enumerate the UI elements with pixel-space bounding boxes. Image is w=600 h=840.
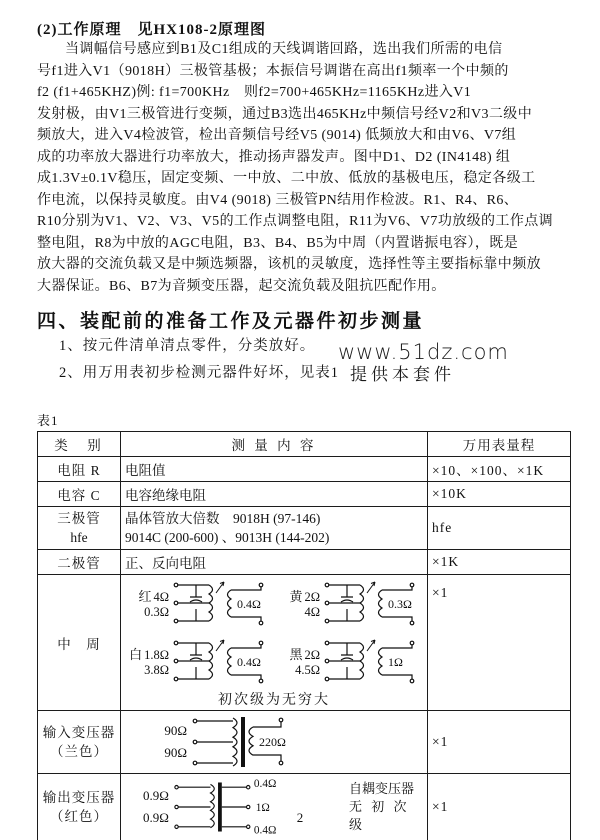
page-number: 2 bbox=[296, 810, 304, 825]
table-row bbox=[38, 482, 571, 507]
input-transformer-category-line2: （兰色） bbox=[50, 744, 108, 759]
header-content: 测 量 内 容 bbox=[121, 432, 428, 457]
input-transformer-schematic-icon bbox=[187, 713, 337, 771]
input-transformer-category bbox=[38, 711, 121, 774]
input-transformer-category-line1: 输入变压器 bbox=[42, 725, 116, 740]
if-transformer-range: ×1 bbox=[428, 575, 571, 711]
if-transformer-schematic-icon bbox=[169, 635, 273, 689]
capacitor-range: ×10K bbox=[428, 482, 571, 507]
principle-line: 当调幅信号感应到B1及C1组成的天线调谐回路，选出我们所需的电信 bbox=[65, 42, 503, 57]
header-category: 类 别 bbox=[38, 432, 121, 457]
principle-line: 发射极，由V1三极管进行变频，通过B3选出465KHz中频信号经V2和V3二级中 bbox=[37, 106, 533, 122]
principle-line: 大器保证。B6、B7为音频变压器，起交流负载及阻抗匹配作用。 bbox=[37, 278, 446, 294]
tap-resistance-top: 0.4Ω bbox=[253, 778, 277, 791]
diode-range: ×1K bbox=[428, 550, 571, 575]
tap-resistance-mid: 1Ω bbox=[255, 801, 270, 814]
secondary-resistance: 0.3Ω bbox=[388, 597, 412, 611]
if-diagram-red bbox=[125, 577, 276, 631]
resistor-range: ×10、×100、×1K bbox=[428, 457, 571, 482]
autotransformer-note-line1: 自耦变压器 bbox=[348, 781, 414, 796]
output-transformer-category bbox=[38, 774, 121, 840]
if-diagram-yellow bbox=[276, 577, 427, 631]
output-transformer-range: ×1 bbox=[428, 774, 571, 840]
primary-resistance-bottom: 0.9Ω bbox=[143, 810, 169, 825]
principle-line: 频放大，进入V4检波管，检出音频信号经V5 (9014) 低频放大和由V6、V7组 bbox=[37, 128, 517, 143]
diode-content: 正、反向电阻 bbox=[121, 550, 428, 575]
input-transformer-content bbox=[121, 711, 428, 774]
primary-resistance-top: 4Ω bbox=[153, 589, 169, 604]
primary-resistance-bottom: 4.5Ω bbox=[295, 662, 320, 677]
winding-color-label: 白 bbox=[129, 646, 143, 662]
primary-resistance-top: 2Ω bbox=[304, 647, 320, 662]
if-diagram-black bbox=[276, 635, 427, 689]
principle-line: 整电阻，R8为中放的AGC电阻，B3、B4、B5为中周（内置谐振电容），既是 bbox=[37, 235, 519, 251]
capacitor-category: 电容 C bbox=[38, 482, 121, 507]
principle-line: R10分别为V1、V2、V3、V5的工作点调整电阻，R11为V6、V7功放级的工作点调 bbox=[37, 214, 554, 229]
primary-resistance-bottom: 3.8Ω bbox=[144, 662, 169, 677]
if-transformer-schematic-icon bbox=[320, 635, 424, 689]
primary-resistance-bottom: 0.3Ω bbox=[144, 604, 169, 619]
if-transformer-caption: 初次级为无穷大 bbox=[218, 693, 330, 708]
resistor-content: 电阻值 bbox=[121, 457, 428, 482]
watermark-url: www.51dz.com bbox=[338, 340, 509, 364]
principle-line: 放大器的交流负载又是中频选频器，该机的灵敏度，选择性等主要指标靠中频放 bbox=[37, 257, 541, 272]
table-row bbox=[38, 575, 571, 711]
transistor-category bbox=[38, 507, 121, 550]
output-transformer-schematic-icon bbox=[169, 776, 301, 838]
principle-title: (2)工作原理 见HX108-2原理图 bbox=[37, 22, 266, 38]
table-row bbox=[38, 774, 571, 840]
transistor-content-line1: 晶体管放大倍数 9018H (97-146) bbox=[125, 511, 321, 526]
if-transformer-schematic-icon bbox=[169, 577, 273, 631]
watermark bbox=[338, 341, 509, 387]
output-transformer-category-line2: （红色） bbox=[50, 809, 108, 824]
table-row bbox=[38, 507, 571, 550]
secondary-resistance: 1Ω bbox=[388, 655, 403, 669]
primary-resistance-top: 1.8Ω bbox=[144, 647, 169, 662]
primary-resistance-top: 90Ω bbox=[164, 723, 187, 738]
secondary-resistance: 0.4Ω bbox=[237, 597, 261, 611]
tap-resistance-bottom: 0.4Ω bbox=[253, 824, 277, 837]
if-transformer-content bbox=[121, 575, 428, 711]
transistor-range: hfe bbox=[428, 507, 571, 550]
primary-resistance-bottom: 4Ω bbox=[304, 604, 320, 619]
primary-resistance-top: 0.9Ω bbox=[143, 788, 169, 803]
if-transformer-schematic-icon bbox=[320, 577, 424, 631]
principle-line: 成的功率放大器进行功率放大，推动扬声器发声。图中D1、D2 (IN4148) 组 bbox=[37, 149, 511, 165]
transistor-category-line2: hfe bbox=[70, 530, 88, 545]
winding-color-label: 黄 bbox=[289, 588, 303, 604]
transistor-content-line2: 9014C (200-600) 、9013H (144-202) bbox=[125, 530, 330, 545]
table-label: 表1 bbox=[37, 413, 59, 428]
measurement-table bbox=[37, 431, 571, 840]
section-heading: 四、装配前的准备工作及元器件初步测量 bbox=[37, 311, 425, 332]
watermark-caption: 提供本套件 bbox=[350, 365, 455, 385]
transistor-category-line1: 三极管 bbox=[57, 511, 101, 526]
header-range: 万用表量程 bbox=[428, 432, 571, 457]
secondary-resistance: 0.4Ω bbox=[237, 655, 261, 669]
primary-resistance-top: 2Ω bbox=[304, 589, 320, 604]
winding-color-label: 黑 bbox=[289, 646, 303, 662]
table-row bbox=[38, 457, 571, 482]
winding-color-label: 红 bbox=[138, 588, 152, 604]
output-transformer-content bbox=[121, 774, 428, 840]
if-diagram-white bbox=[125, 635, 276, 689]
transistor-content bbox=[121, 507, 428, 550]
prep-step-1: 1、按元件清单清点零件，分类放好。 bbox=[59, 338, 316, 354]
principle-line: f2 (f1+465KHZ)例: f1=700KHz 则f2=700+465KHz=1165KHz进入V1 bbox=[37, 85, 472, 100]
table-header-row bbox=[38, 432, 571, 457]
table-row bbox=[38, 711, 571, 774]
prep-step-2: 2、用万用表初步检测元器件好坏，见表1 bbox=[59, 364, 339, 381]
principle-line: 作电流，以保持灵敏度。由V4 (9018) 三极管PN结用作检波。R1、R4、R6、 bbox=[37, 192, 519, 208]
principle-line: 号f1进入V1（9018H）三极管基极；本振信号调谐在高出f1频率一个中频的 bbox=[37, 63, 509, 79]
resistor-category: 电阻 R bbox=[38, 457, 121, 482]
table-row bbox=[38, 550, 571, 575]
autotransformer-note-line2: 无 初 次 级 bbox=[348, 799, 410, 832]
capacitor-content: 电容绝缘电阻 bbox=[121, 482, 428, 507]
output-transformer-category-line1: 输出变压器 bbox=[42, 790, 116, 805]
principle-line: 成1.3V±0.1V稳压，固定变频、一中放、二中放、低放的基极电压，稳定各级工 bbox=[37, 171, 536, 186]
diode-category: 二极管 bbox=[38, 550, 121, 575]
input-transformer-range: ×1 bbox=[428, 711, 571, 774]
secondary-resistance: 220Ω bbox=[259, 735, 286, 749]
if-transformer-category: 中 周 bbox=[38, 575, 121, 711]
primary-resistance-bottom: 90Ω bbox=[164, 745, 187, 760]
